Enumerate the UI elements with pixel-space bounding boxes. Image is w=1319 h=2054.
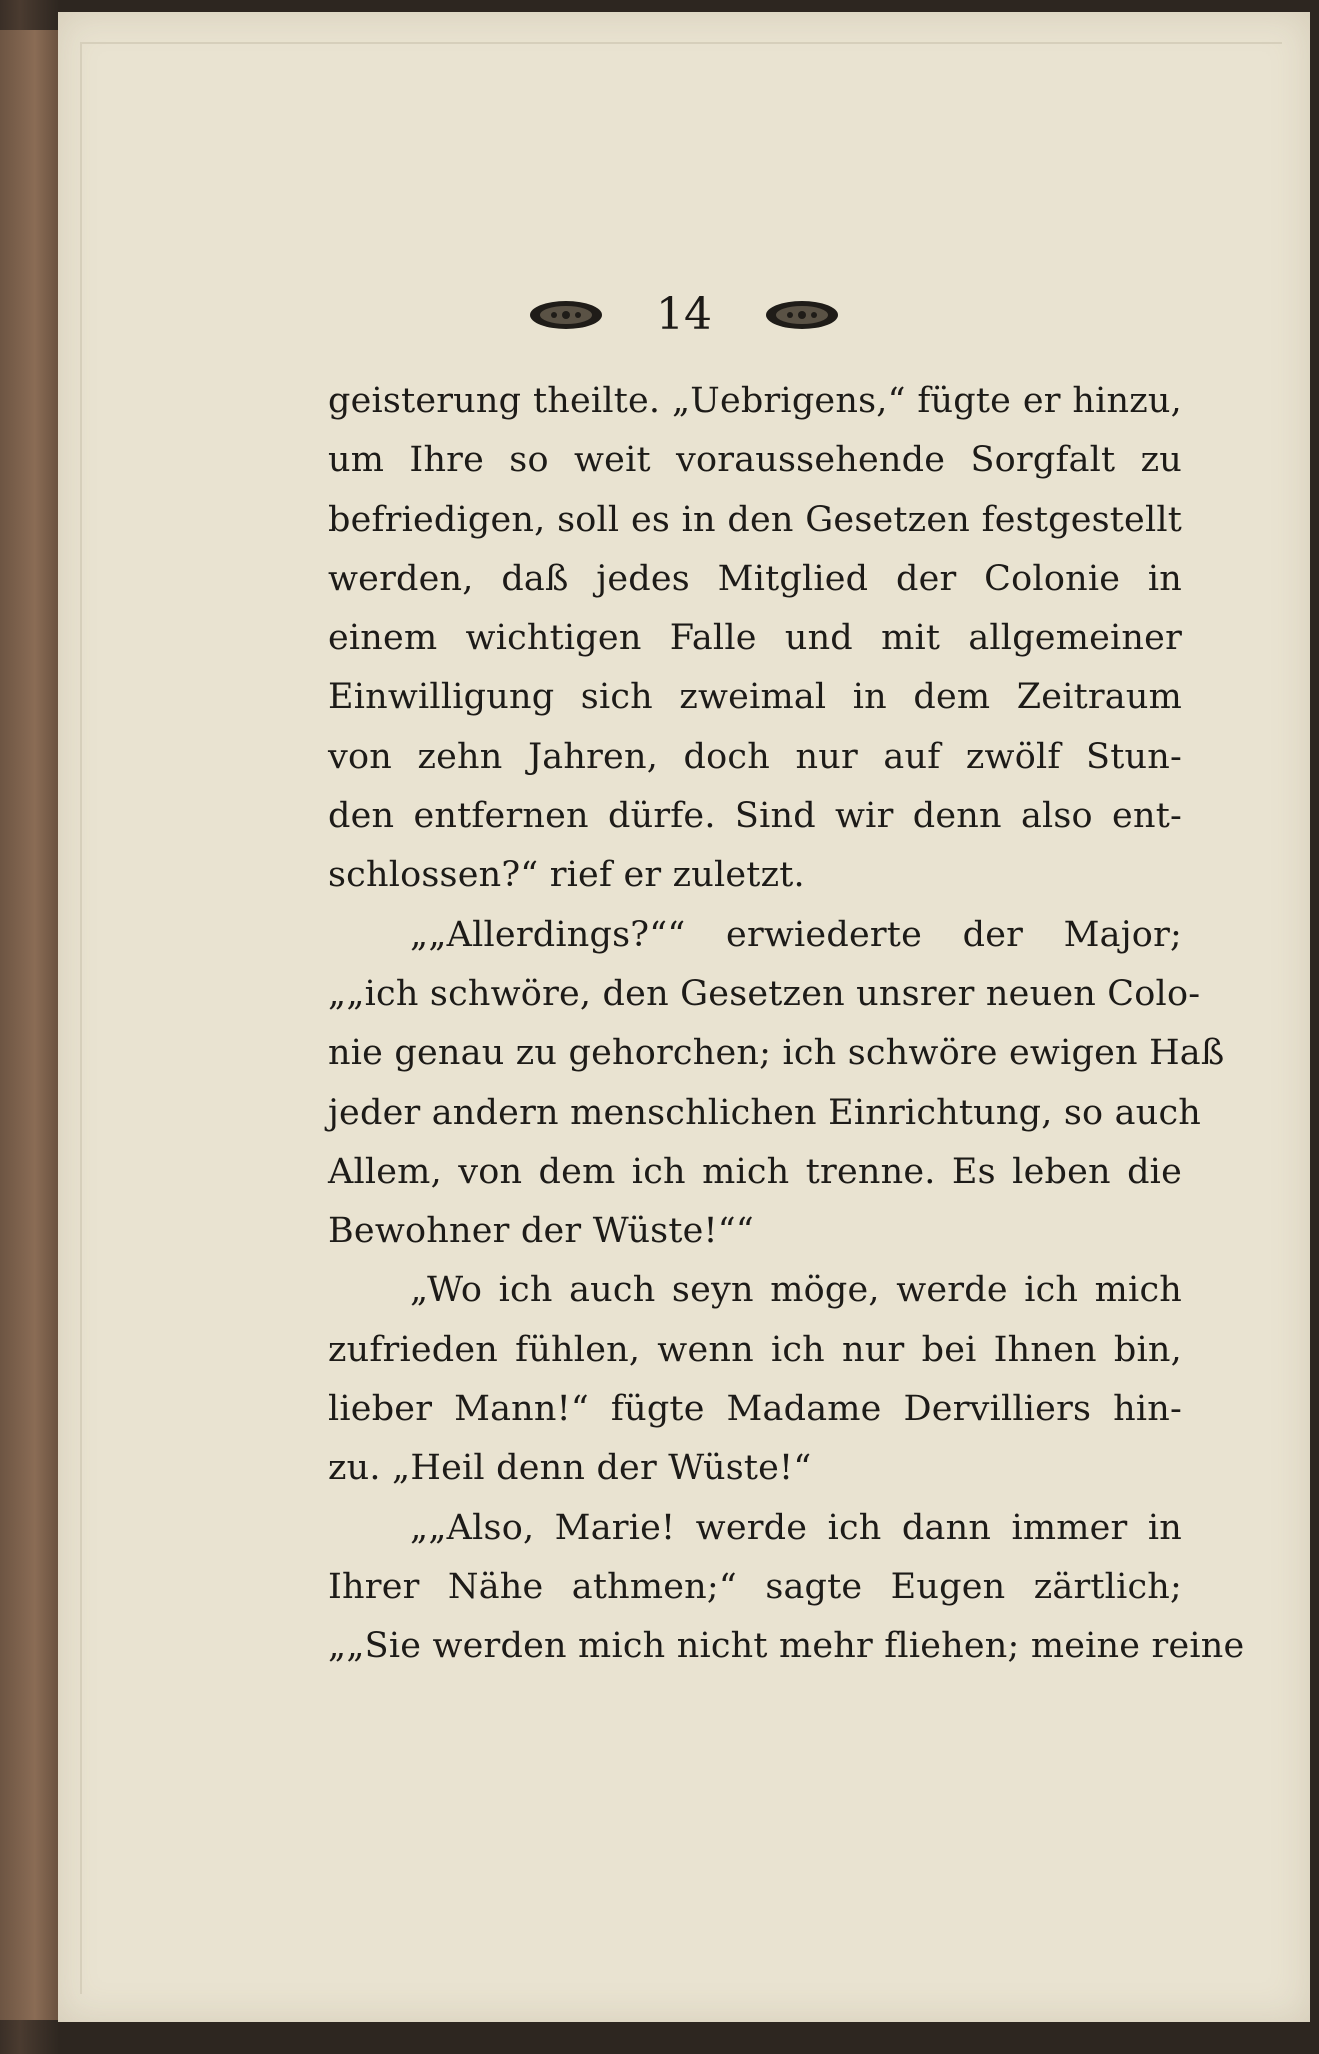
left-ornament-icon — [528, 299, 604, 331]
text-line: nie genau zu gehorchen; ich schwöre ewigen Haß — [328, 1033, 1225, 1074]
text-line: um Ihre so weit voraussehende Sorgfalt zu — [328, 440, 1182, 481]
text-line: lieber Mann!“ fügte Madame Dervilliers hin- — [328, 1389, 1182, 1430]
text-line: „„Also, Marie! werde ich dann immer in — [410, 1507, 1182, 1548]
text-line: schlossen?“ rief er zuletzt. — [328, 855, 805, 896]
page-number: 14 — [656, 289, 712, 340]
text-line: Ihrer Nähe athmen;“ sagte Eugen zärtlich; — [328, 1566, 1182, 1607]
text-line: befriedigen, soll es in den Gesetzen festgestellt — [328, 499, 1182, 540]
text-line: Bewohner der Wüste!““ — [328, 1211, 754, 1252]
right-ornament-icon — [764, 299, 840, 331]
text-line: „Wo ich auch seyn möge, werde ich mich — [410, 1270, 1182, 1311]
text-line: zu. „Heil denn der Wüste!“ — [328, 1448, 812, 1489]
book-page — [58, 12, 1310, 2022]
text-line: Allem, von dem ich mich trenne. Es leben die — [328, 1151, 1182, 1192]
text-line: von zehn Jahren, doch nur auf zwölf Stun- — [328, 736, 1182, 777]
page-header — [58, 280, 1310, 350]
text-line: „„Allerdings?““ erwiederte der Major; — [410, 914, 1182, 955]
text-line: „„ich schwöre, den Gesetzen unsrer neuen Colo- — [328, 973, 1201, 1014]
text-line: werden, daß jedes Mitglied der Colonie in — [328, 558, 1182, 599]
text-line: „„Sie werden mich nicht mehr fliehen; meine reine — [328, 1626, 1245, 1667]
body-text — [328, 372, 1245, 1677]
text-line: den entfernen dürfe. Sind wir denn also ent- — [328, 796, 1182, 837]
text-line: Einwilligung sich zweimal in dem Zeitraum — [328, 677, 1182, 718]
text-line: zufrieden fühlen, wenn ich nur bei Ihnen bin, — [328, 1329, 1182, 1370]
text-line: geisterung theilte. „Uebrigens,“ fügte er hinzu, — [328, 381, 1182, 421]
text-line: jeder andern menschlichen Einrichtung, so auch — [328, 1092, 1201, 1133]
text-line: einem wichtigen Falle und mit allgemeiner — [328, 618, 1182, 659]
